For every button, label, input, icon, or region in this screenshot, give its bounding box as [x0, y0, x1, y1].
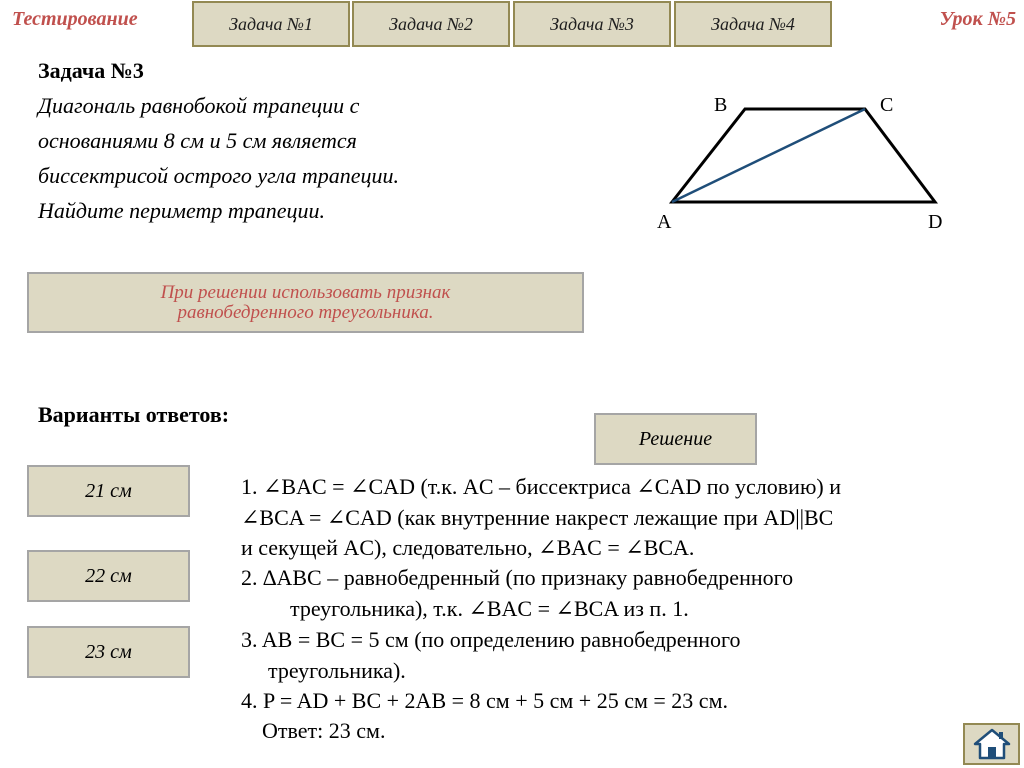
vertex-label-d: D: [928, 211, 943, 233]
task-line: Найдите периметр трапеции.: [38, 198, 325, 223]
hint-box: [27, 272, 584, 333]
trapezoid-diagram: [640, 85, 980, 240]
solution-line: 4. P = AD + BC + 2AB = 8 см + 5 см + 25 см = 23 см.: [241, 688, 728, 713]
task-line: биссектрисой острого угла трапеции.: [38, 163, 399, 188]
task-line: Диагональ равнобокой трапеции с: [38, 93, 360, 118]
answer-button-2[interactable]: 22 см: [27, 550, 190, 602]
tab-task-3[interactable]: Задача №3: [513, 1, 671, 47]
tab-task-4[interactable]: Задача №4: [674, 1, 832, 47]
diagonal-ac: [672, 109, 865, 202]
solution-line: 3. AB = BC = 5 см (по определению равнобедренного: [241, 627, 741, 652]
vertex-label-a: A: [657, 211, 672, 233]
task-line: основаниями 8 см и 5 см является: [38, 128, 357, 153]
answer-line: Ответ: 23 см.: [262, 718, 386, 743]
tab-task-1[interactable]: Задача №1: [192, 1, 350, 47]
variants-heading: Варианты ответов:: [38, 402, 230, 427]
solution-line: 1. ∠BAC = ∠CAD (т.к. AC – биссектриса ∠CAD по условию) и: [241, 474, 841, 499]
testing-title: Тестирование: [12, 8, 138, 30]
tab-task-2[interactable]: Задача №2: [352, 1, 510, 47]
solution-button[interactable]: Решение: [594, 413, 757, 465]
answer-button-3[interactable]: 23 см: [27, 626, 190, 678]
home-icon: [972, 727, 1012, 761]
task-statement: [38, 88, 538, 228]
solution-line: 2. ∆ABC – равнобедренный (по признаку равнобедренного: [241, 565, 794, 590]
home-button[interactable]: [963, 723, 1020, 765]
hint-text: При решении использовать признак равнобедренного треугольника.: [160, 281, 451, 323]
trapezoid-shape: [672, 109, 935, 202]
solution-line: ∠BCA = ∠CAD (как внутренние накрест лежащие при AD||BC: [241, 505, 834, 530]
task-heading: Задача №3: [38, 58, 144, 83]
vertex-label-c: C: [880, 94, 894, 116]
lesson-title: Урок №5: [939, 8, 1016, 30]
vertex-label-b: B: [714, 94, 728, 116]
solution-line: треугольника), т.к. ∠BAC = ∠BCA из п. 1.: [290, 596, 689, 621]
solution-line: треугольника).: [268, 658, 406, 683]
answer-button-1[interactable]: 21 см: [27, 465, 190, 517]
solution-line: и секущей AC), следовательно, ∠BAC = ∠BCA.: [241, 535, 695, 560]
